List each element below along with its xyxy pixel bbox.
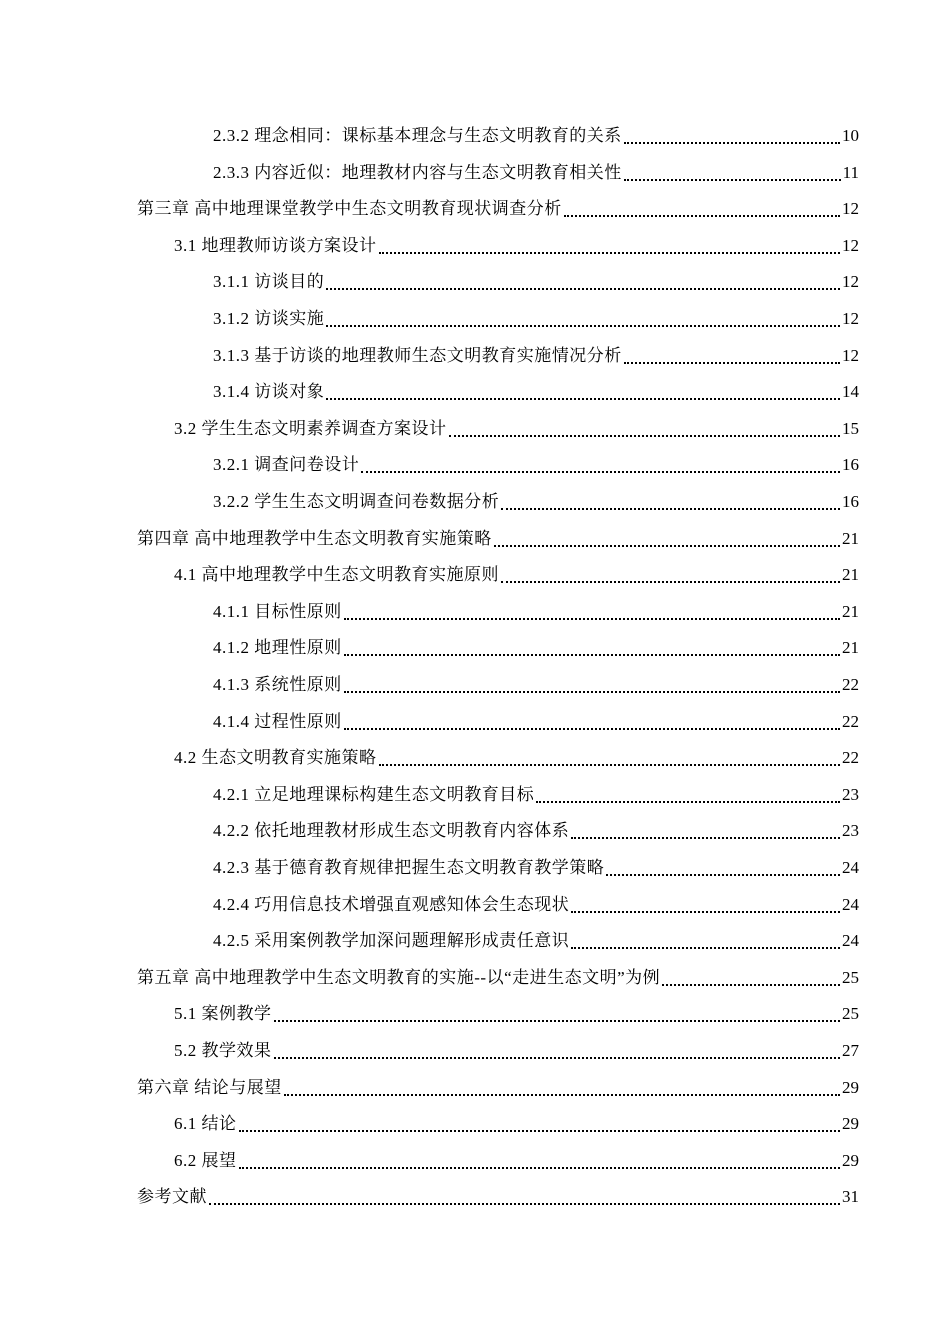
toc-entry[interactable] (174, 740, 859, 776)
toc-entry-title: 5.2 教学效果 (174, 1041, 272, 1060)
toc-entry-page-number: 29 (842, 1078, 859, 1097)
toc-entry[interactable] (174, 411, 859, 447)
toc-entry-page-number: 21 (842, 529, 859, 548)
toc-entry-page-number: 24 (842, 895, 859, 914)
toc-entry-page-number: 15 (842, 419, 859, 438)
toc-entry-title: 3.2.1 调查问卷设计 (213, 455, 360, 474)
toc-entry[interactable] (213, 630, 859, 666)
toc-entry-title: 第三章 高中地理课堂教学中生态文明教育现状调查分析 (137, 199, 562, 218)
toc-entry-page-number: 23 (842, 821, 859, 840)
dot-leader (209, 1202, 840, 1205)
toc-entry[interactable] (213, 155, 859, 191)
toc-entry-page-number: 21 (842, 602, 859, 621)
toc-entry[interactable] (174, 1106, 859, 1142)
toc-entry[interactable] (174, 1033, 859, 1069)
toc-entry-page-number: 23 (842, 785, 859, 804)
toc-entry-page-number: 29 (842, 1151, 859, 1170)
dot-leader (344, 690, 840, 693)
dot-leader (361, 470, 840, 473)
toc-entry[interactable] (213, 447, 859, 483)
dot-leader (239, 1166, 841, 1169)
dot-leader (326, 287, 840, 290)
dot-leader (494, 544, 840, 547)
toc-entry-title: 4.2.4 巧用信息技术增强直观感知体会生态现状 (213, 895, 570, 914)
dot-leader (239, 1129, 841, 1132)
toc-entry[interactable] (213, 118, 859, 154)
toc-entry-page-number: 12 (842, 309, 859, 328)
toc-entry[interactable] (174, 557, 859, 593)
dot-leader (274, 1019, 841, 1022)
toc-entry[interactable] (213, 374, 859, 410)
dot-leader (449, 434, 841, 437)
dot-leader (624, 178, 841, 181)
toc-entry[interactable] (213, 594, 859, 630)
toc-entry-title: 4.1 高中地理教学中生态文明教育实施原则 (174, 565, 499, 584)
toc-entry-page-number: 11 (842, 163, 859, 182)
toc-entry-title: 2.3.2 理念相同：课标基本理念与生态文明教育的关系 (213, 126, 622, 145)
toc-entry[interactable] (213, 704, 859, 740)
dot-leader (344, 727, 840, 730)
toc-entry[interactable] (213, 923, 859, 959)
toc-entry-page-number: 10 (842, 126, 859, 145)
dot-leader (624, 361, 840, 364)
dot-leader (536, 800, 840, 803)
dot-leader (326, 324, 840, 327)
toc-entry-page-number: 14 (842, 382, 859, 401)
toc-entry-page-number: 16 (842, 492, 859, 511)
toc-entry-page-number: 12 (842, 346, 859, 365)
toc-entry[interactable] (213, 777, 859, 813)
toc-entry[interactable] (213, 264, 859, 300)
toc-entry-title: 4.2.2 依托地理教材形成生态文明教育内容体系 (213, 821, 570, 840)
toc-entry-page-number: 22 (842, 748, 859, 767)
dot-leader (624, 141, 840, 144)
toc-entry[interactable] (213, 887, 859, 923)
dot-leader (571, 946, 840, 949)
toc-entry[interactable] (213, 813, 859, 849)
toc-entry-page-number: 27 (842, 1041, 859, 1060)
toc-entry[interactable] (213, 338, 859, 374)
toc-entry-title: 4.1.1 目标性原则 (213, 602, 342, 621)
toc-entry-title: 第四章 高中地理教学中生态文明教育实施策略 (137, 529, 492, 548)
toc-entry[interactable] (213, 850, 859, 886)
toc-entry-title: 第五章 高中地理教学中生态文明教育的实施--以“走进生态文明”为例 (137, 968, 661, 987)
dot-leader (501, 507, 840, 510)
toc-entry-page-number: 24 (842, 858, 859, 877)
toc-entry-title: 3.1.2 访谈实施 (213, 309, 325, 328)
toc-entry-title: 参考文献 (137, 1187, 207, 1206)
toc-entry-title: 6.1 结论 (174, 1114, 237, 1133)
toc-entry[interactable] (174, 996, 859, 1032)
dot-leader (274, 1056, 841, 1059)
toc-entry[interactable] (174, 228, 859, 264)
dot-leader (571, 910, 840, 913)
toc-entry[interactable] (213, 484, 859, 520)
toc-entry-title: 3.1.1 访谈目的 (213, 272, 325, 291)
toc-entry[interactable] (174, 1143, 859, 1179)
toc-entry[interactable] (213, 301, 859, 337)
toc-entry-page-number: 22 (842, 675, 859, 694)
toc-entry-title: 4.2.1 立足地理课标构建生态文明教育目标 (213, 785, 535, 804)
dot-leader (606, 873, 840, 876)
dot-leader (501, 580, 840, 583)
toc-entry-title: 第六章 结论与展望 (137, 1078, 282, 1097)
toc-entry-title: 3.1.4 访谈对象 (213, 382, 325, 401)
dot-leader (284, 1093, 840, 1096)
toc-entry-title: 4.1.2 地理性原则 (213, 638, 342, 657)
toc-entry[interactable] (137, 960, 859, 996)
dot-leader (344, 617, 840, 620)
dot-leader (564, 214, 840, 217)
toc-entry-title: 4.1.4 过程性原则 (213, 712, 342, 731)
toc-entry[interactable] (137, 191, 859, 227)
toc-entry-page-number: 24 (842, 931, 859, 950)
dot-leader (326, 397, 840, 400)
toc-entry-title: 3.1.3 基于访谈的地理教师生态文明教育实施情况分析 (213, 346, 622, 365)
toc-entry-page-number: 25 (842, 968, 859, 987)
toc-entry-title: 3.2.2 学生生态文明调查问卷数据分析 (213, 492, 500, 511)
toc-entry-title: 4.1.3 系统性原则 (213, 675, 342, 694)
toc-entry-page-number: 31 (842, 1187, 859, 1206)
toc-entry-title: 3.1 地理教师访谈方案设计 (174, 236, 377, 255)
toc-entry[interactable] (137, 521, 859, 557)
toc-entry-title: 4.2.5 采用案例教学加深问题理解形成责任意识 (213, 931, 570, 950)
dot-leader (379, 251, 841, 254)
toc-entry-page-number: 25 (842, 1004, 859, 1023)
dot-leader (662, 983, 840, 986)
toc-entry-title: 6.2 展望 (174, 1151, 237, 1170)
toc-entry[interactable] (213, 667, 859, 703)
toc-entry-page-number: 22 (842, 712, 859, 731)
toc-entry-title: 2.3.3 内容近似：地理教材内容与生态文明教育相关性 (213, 163, 622, 182)
toc-entry-page-number: 21 (842, 565, 859, 584)
toc-entry-page-number: 12 (842, 272, 859, 291)
toc-entry-title: 3.2 学生生态文明素养调查方案设计 (174, 419, 447, 438)
toc-entry[interactable] (137, 1179, 859, 1215)
toc-entry-page-number: 29 (842, 1114, 859, 1133)
toc-entry-page-number: 12 (842, 199, 859, 218)
dot-leader (379, 763, 841, 766)
toc-entry-title: 4.2.3 基于德育教育规律把握生态文明教育教学策略 (213, 858, 605, 877)
toc-entry-page-number: 21 (842, 638, 859, 657)
toc-entry[interactable] (137, 1070, 859, 1106)
toc-entry-page-number: 16 (842, 455, 859, 474)
toc-entry-title: 5.1 案例教学 (174, 1004, 272, 1023)
toc-entry-page-number: 12 (842, 236, 859, 255)
toc-entry-title: 4.2 生态文明教育实施策略 (174, 748, 377, 767)
dot-leader (344, 653, 840, 656)
dot-leader (571, 836, 840, 839)
